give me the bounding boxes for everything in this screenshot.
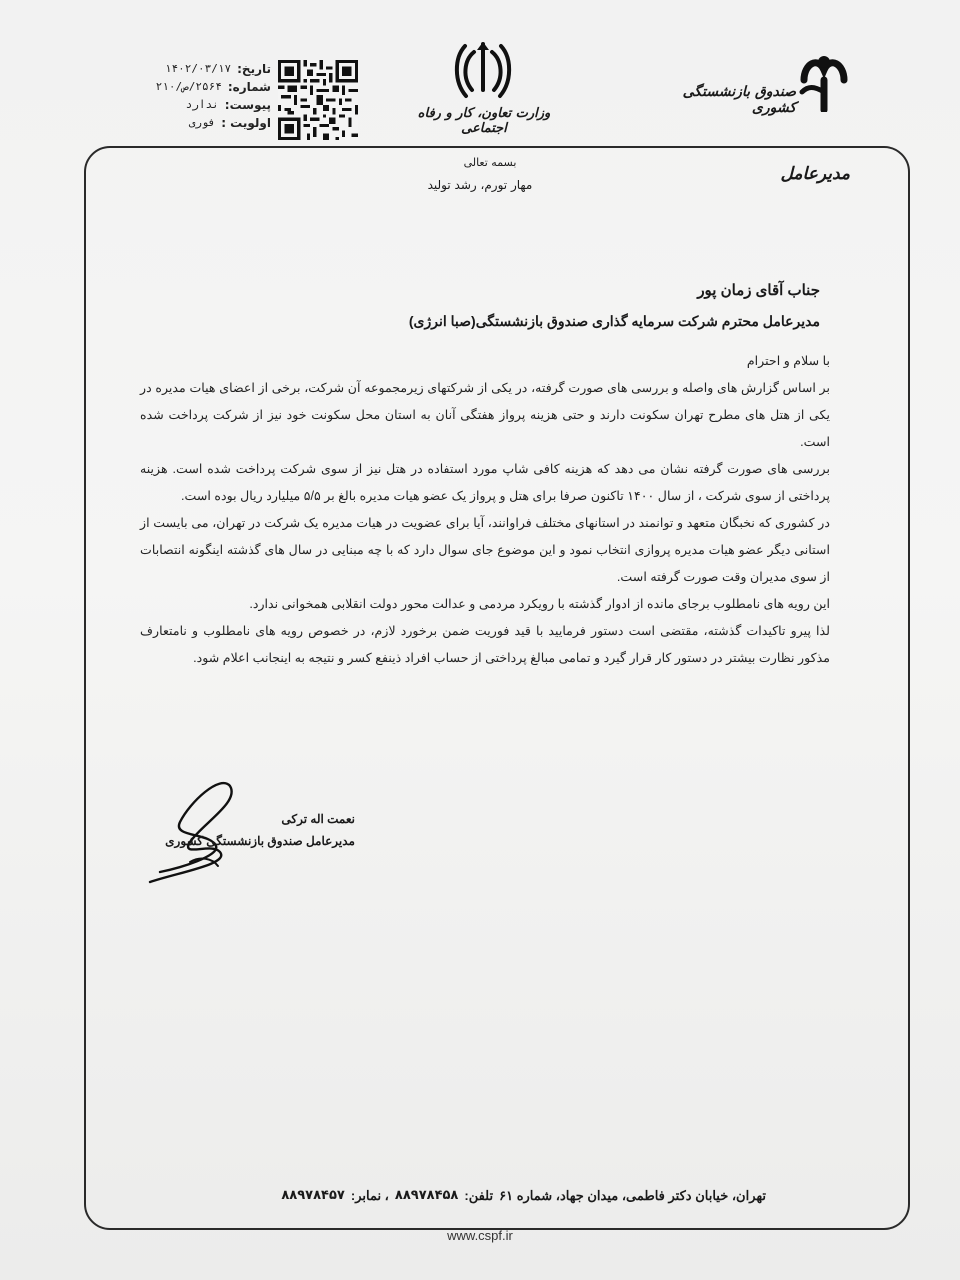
meta-priority [96, 114, 271, 132]
fax-label: ، نمابر: [350, 1188, 389, 1203]
phone-label: تلفن: [464, 1188, 494, 1203]
body-paragraph: بر اساس گزارش های واصله و بررسی های صورت گرفته، در یکی از شرکتهای زیرمجموعه آن شرکت، برخی از اعضای هیات مدیره در یکی از هتل های مطرح تهران سکونت دارند و حتی هزینه پرواز هفتگی آنان به استان محل سکونت خود نیز از شرکت پرداخت شده است. [140, 381, 830, 449]
recipient-title: مدیرعامل محترم شرکت سرمایه گذاری صندوق بازنشستگی(صبا انرژی) [408, 313, 820, 329]
priority-value: فوری [188, 116, 216, 129]
body-paragraph: این رویه های نامطلوب برجای مانده از ادوار گذشته با رویکرد مردمی و عدالت محور دولت انقلابی همخوانی ندارد. [249, 597, 830, 611]
ministry-name: وزارت تعاون، کار و رفاه اجتماعی [417, 106, 551, 136]
recipient-name: جناب آقای زمان پور [697, 282, 820, 299]
date-label: تاریخ: [237, 62, 271, 76]
department-tag: مدیرعامل [780, 164, 850, 184]
recipient-block [330, 276, 820, 336]
footer-address: تهران، خیابان دکتر فاطمی، میدان جهاد، شماره ۶۱ [499, 1188, 766, 1203]
bismillah: بسمه تعالی [463, 156, 517, 169]
greeting: با سلام و احترام [746, 354, 830, 368]
organization-logo-icon [798, 52, 850, 112]
fax-number: ۸۸۹۷۸۴۵۷ [281, 1188, 345, 1203]
year-slogan: مهار تورم، رشد تولید [427, 178, 533, 192]
national-emblem-icon [450, 38, 516, 104]
attachment-label: پیوست: [224, 98, 271, 112]
meta-number [96, 78, 271, 96]
phone-number: ۸۸۹۷۸۴۵۸ [394, 1188, 459, 1203]
meta-attachment [96, 96, 271, 114]
organization-name: صندوق بازنشستگی کشوری [682, 84, 796, 116]
attachment-value: ندارد [185, 98, 219, 111]
body-paragraph: بررسی های صورت گرفته نشان می دهد که هزینه کافی شاپ مورد استفاده در هتل نیز از سوی شرکت پرداخت شده است. هزینه پرداختی از سوی شرکت ، از سال ۱۴۰۰ تاکنون صرفا برای هتل و پرواز یک عضو هیات مدیره بالغ بر ۵/۵ میلیارد ریال بوده است. [140, 462, 830, 503]
letter-body [140, 348, 830, 672]
footer-contact [200, 1188, 766, 1204]
body-paragraph: در کشوری که نخبگان متعهد و توانمند در استانهای مختلف فراوانند، آیا برای عضویت در هیات مدیره یک شرکت در تهران، می بایست از استانی دیگر عضو هیات مدیره پروازی انتخاب نمود و این موضوع جای سوال دارد که با چه مبنایی در سال های گذشته اینگونه انتصابات از سوی مدیران وقت صورت گرفته است. [140, 516, 830, 584]
meta-date [96, 60, 271, 78]
qr-code-icon [278, 60, 358, 140]
signatory-block [150, 808, 355, 852]
priority-label: اولویت : [221, 116, 271, 130]
number-value: ۲۵۶۴/ص/۲۱۰ [155, 80, 222, 93]
letter-meta [96, 60, 271, 132]
date-value: ۱۴۰۲/۰۳/۱۷ [164, 62, 232, 75]
website-link[interactable]: www.cspf.ir [447, 1228, 513, 1243]
number-label: شماره: [227, 80, 271, 94]
signatory-title: مدیرعامل صندوق بازنشستگی کشوری [165, 834, 355, 848]
body-paragraph: لذا پیرو تاکیدات گذشته، مقتضی است دستور فرمایید با قید فوریت ضمن برخورد لازم، در خصوص رویه های نامطلوب و نامتعارف مذکور نظارت بیشتر در دستور کار قرار گیرد و تمامی مبالغ پرداختی از حساب افراد ذینفع کسر و نتیجه به اینجانب اعلام شود. [140, 624, 830, 665]
signatory-name: نعمت اله ترکی [281, 812, 355, 826]
